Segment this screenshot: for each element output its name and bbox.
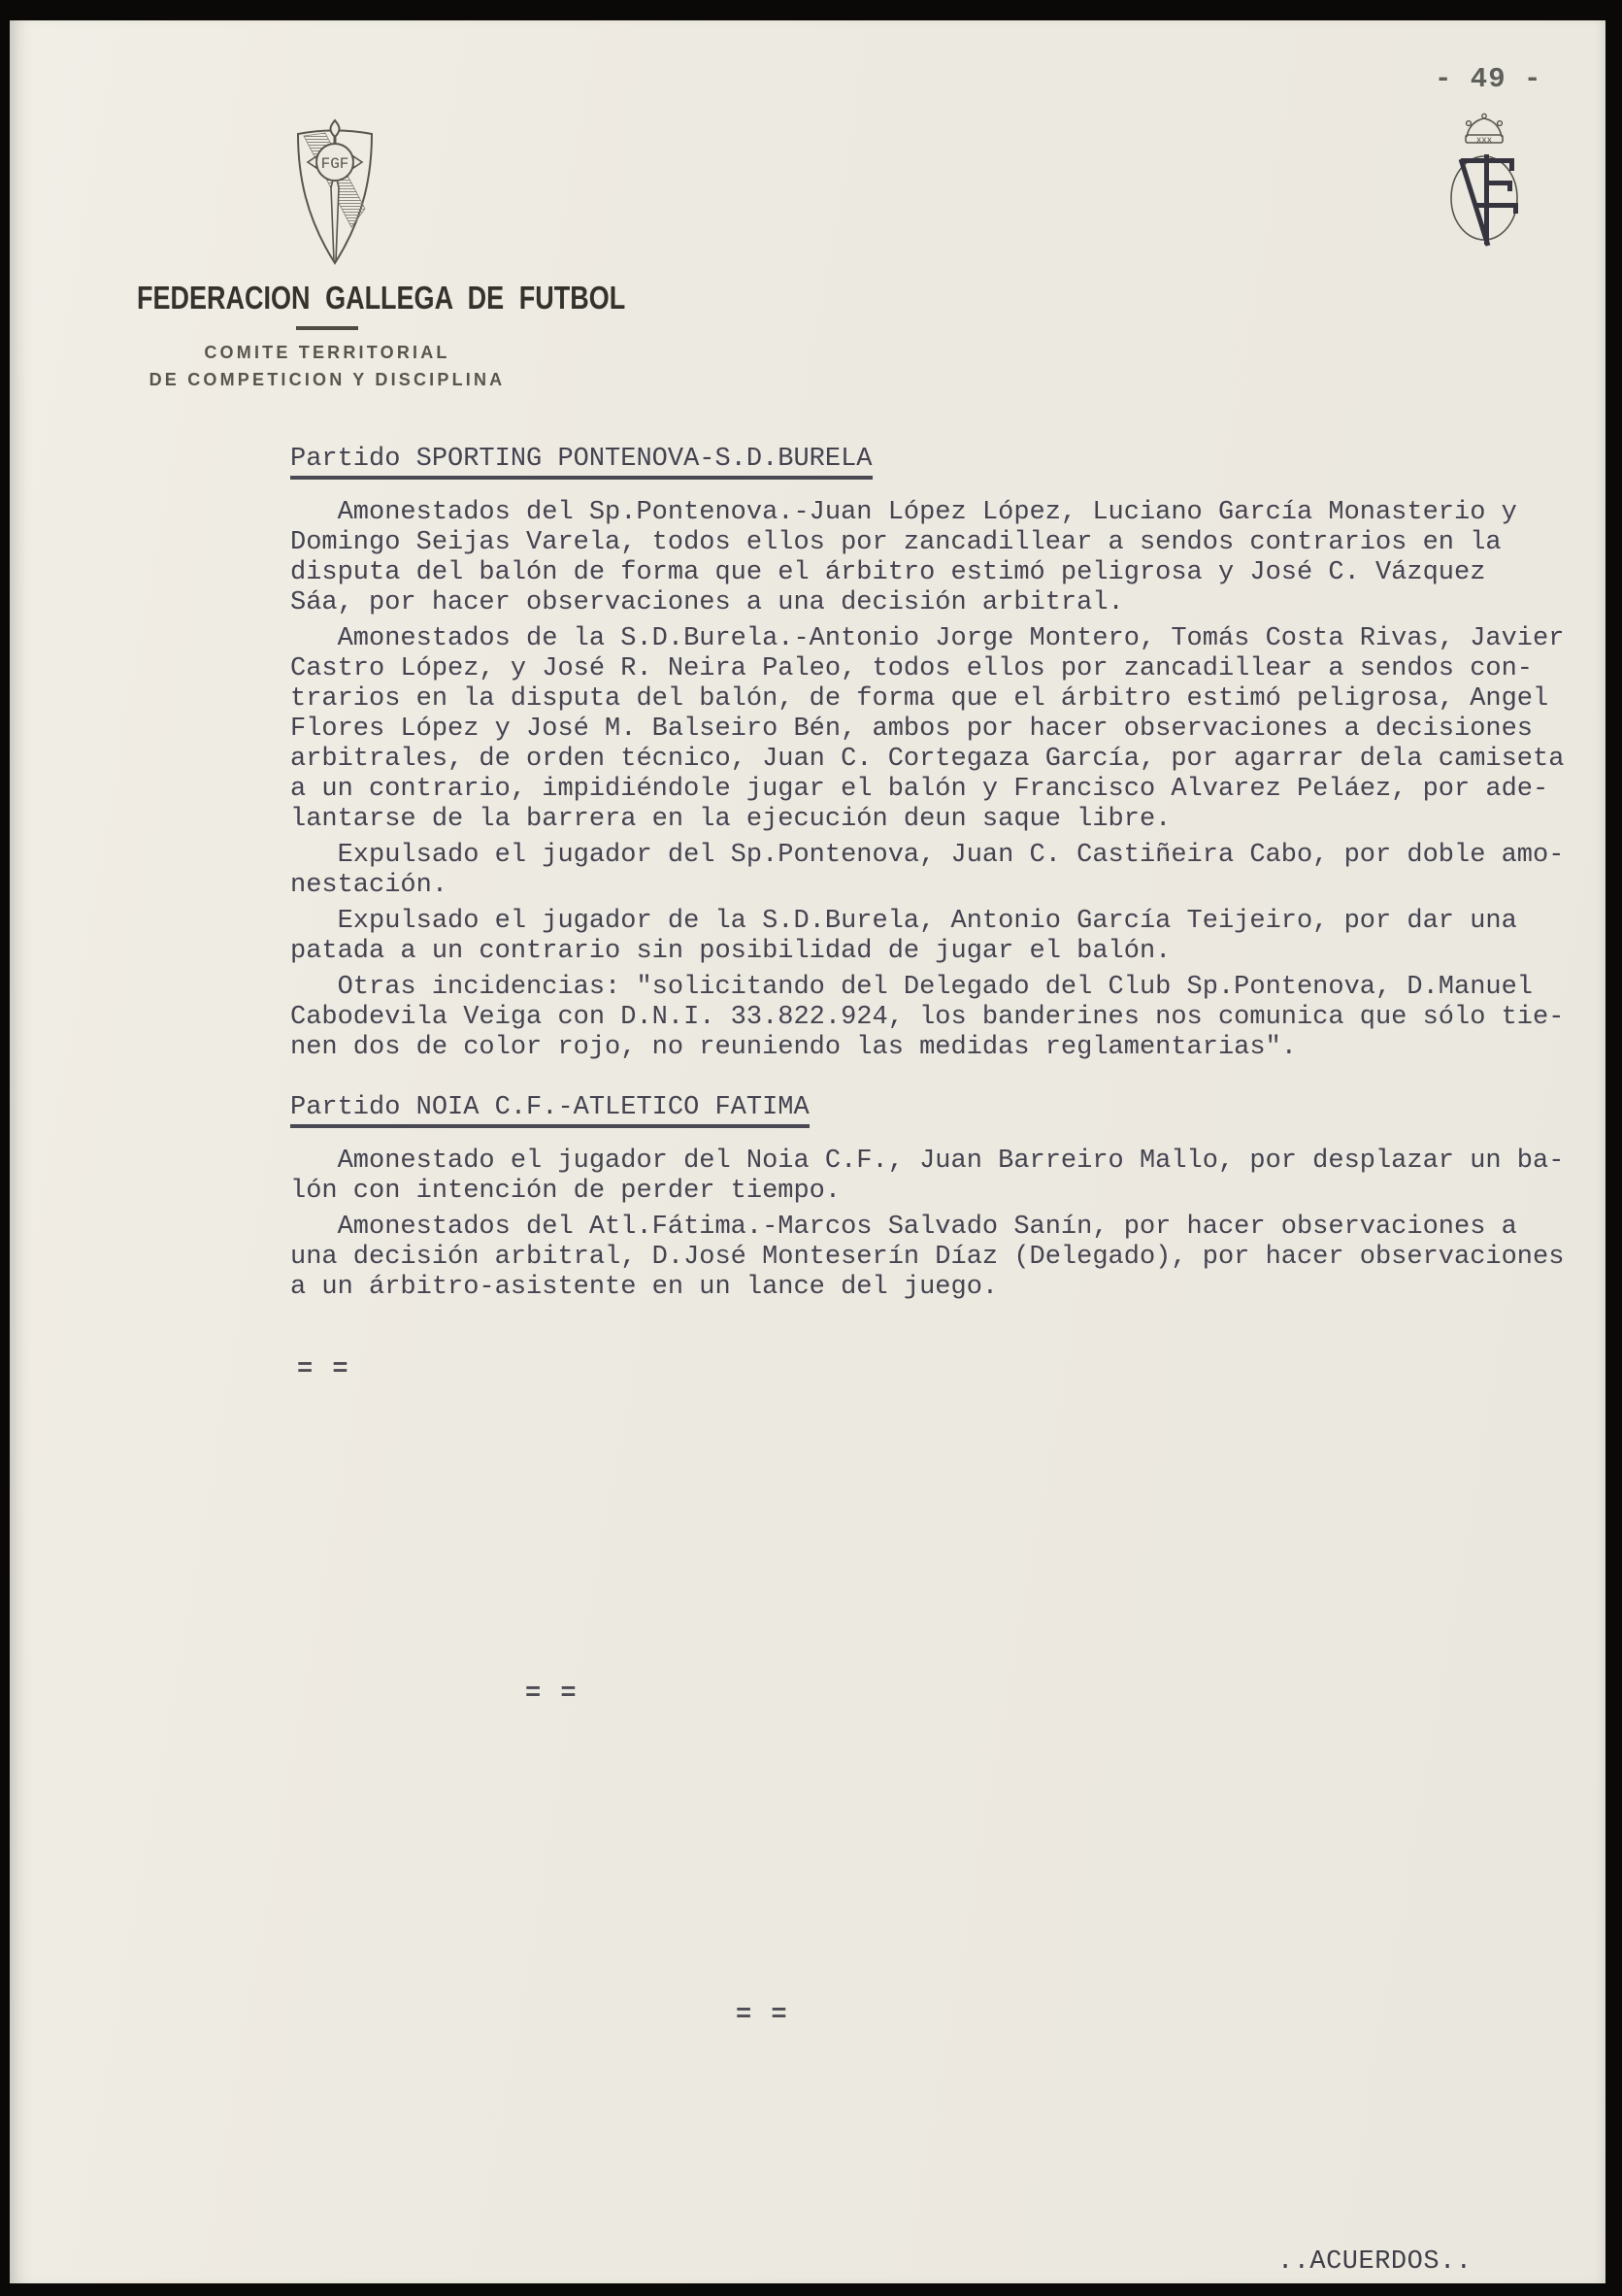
page-number: - 49 - bbox=[1435, 63, 1542, 95]
svg-text:xxx: xxx bbox=[1475, 135, 1493, 146]
letterhead bbox=[110, 280, 626, 390]
letterhead-rule bbox=[296, 326, 358, 330]
org-name: FEDERACION GALLEGA DE FUTBOL bbox=[136, 280, 626, 316]
report-line: Flores López y José M. Balseiro Bén, ambos por hacer observaciones a decisiones bbox=[290, 715, 1534, 744]
report-line: Expulsado el jugador del Sp.Pontenova, Juan C. Castiñeira Cabo, por doble amo- bbox=[290, 841, 1565, 870]
report-line: Castro López, y José R. Neira Paleo, todos ellos por zancadillear a sendos con- bbox=[290, 654, 1534, 683]
report-paragraph bbox=[290, 624, 1581, 835]
report-line: Cabodevila Veiga con D.N.I. 33.822.924, los banderines nos comunica que sólo tie- bbox=[290, 1003, 1565, 1032]
report-line: Amonestados del Atl.Fátima.-Marcos Salvado Sanín, por hacer observaciones a bbox=[290, 1213, 1517, 1242]
separator-mark-1: = = bbox=[297, 1355, 350, 1384]
report-line: Amonestados de la S.D.Burela.-Antonio Jorge Montero, Tomás Costa Rivas, Javier bbox=[290, 624, 1565, 653]
report-body bbox=[290, 445, 1581, 1303]
report-line: Otras incidencias: "solicitando del Delegado del Club Sp.Pontenova, D.Manuel bbox=[290, 973, 1534, 1002]
section-title: Partido SPORTING PONTENOVA-S.D.BURELA bbox=[290, 445, 1581, 475]
report-line: a un árbitro-asistente en un lance del juego. bbox=[290, 1273, 999, 1302]
fgf-shield-icon bbox=[287, 117, 382, 271]
report-paragraph bbox=[290, 1213, 1581, 1303]
section-title: Partido NOIA C.F.-ATLETICO FATIMA bbox=[290, 1093, 1581, 1123]
report-line: Amonestados del Sp.Pontenova.-Juan López López, Luciano García Monasterio y bbox=[290, 498, 1517, 527]
report-line: nestación. bbox=[290, 871, 448, 900]
report-line: Amonestado el jugador del Noia C.F., Juan Barreiro Mallo, por desplazar un ba- bbox=[290, 1147, 1565, 1176]
report-line: a un contrario, impidiéndole jugar el balón y Francisco Alvarez Peláez, por ade- bbox=[290, 775, 1549, 804]
rfef-crest-icon bbox=[1437, 112, 1532, 255]
report-line: una decisión arbitral, D.José Monteserín Díaz (Delegado), por hacer observaciones bbox=[290, 1243, 1565, 1272]
report-line: lón con intención de perder tiempo. bbox=[290, 1177, 842, 1206]
committee-line-2: DE COMPETICION Y DISCIPLINA bbox=[149, 370, 506, 389]
report-line: lantarse de la barrera en la ejecución deun saque libre. bbox=[290, 805, 1172, 834]
report-line: trarios en la disputa del balón, de forma que el árbitro estimó peligrosa, Angel bbox=[290, 684, 1549, 714]
committee-line-1: COMITE TERRITORIAL bbox=[204, 343, 450, 362]
report-line: patada a un contrario sin posibilidad de jugar el balón. bbox=[290, 937, 1172, 966]
report-line: nen dos de color rojo, no reuniendo las medidas reglamentarias". bbox=[290, 1033, 1297, 1062]
report-line: Sáa, por hacer observaciones a una decisión arbitral. bbox=[290, 588, 1124, 617]
report-line: arbitrales, de orden técnico, Juan C. Cortegaza García, por agarrar dela camiseta bbox=[290, 745, 1565, 774]
report-line: disputa del balón de forma que el árbitro estimó peligrosa y José C. Vázquez bbox=[290, 558, 1486, 587]
separator-mark-2: = = bbox=[525, 1680, 579, 1709]
report-paragraph bbox=[290, 841, 1581, 901]
report-paragraph bbox=[290, 907, 1581, 967]
fgf-monogram: FGF bbox=[320, 155, 349, 173]
report-line: Domingo Seijas Varela, todos ellos por zancadillear a sendos contrarios en la bbox=[290, 528, 1502, 557]
report-line: Expulsado el jugador de la S.D.Burela, Antonio García Teijeiro, por dar una bbox=[290, 907, 1517, 936]
report-paragraph bbox=[290, 498, 1581, 618]
report-paragraph bbox=[290, 1147, 1581, 1207]
report-paragraph bbox=[290, 973, 1581, 1063]
separator-mark-3: = = bbox=[736, 2001, 789, 2030]
paper-sheet bbox=[10, 20, 1605, 2283]
footer-continuation-mark: ..ACUERDOS.. bbox=[1277, 2247, 1473, 2277]
